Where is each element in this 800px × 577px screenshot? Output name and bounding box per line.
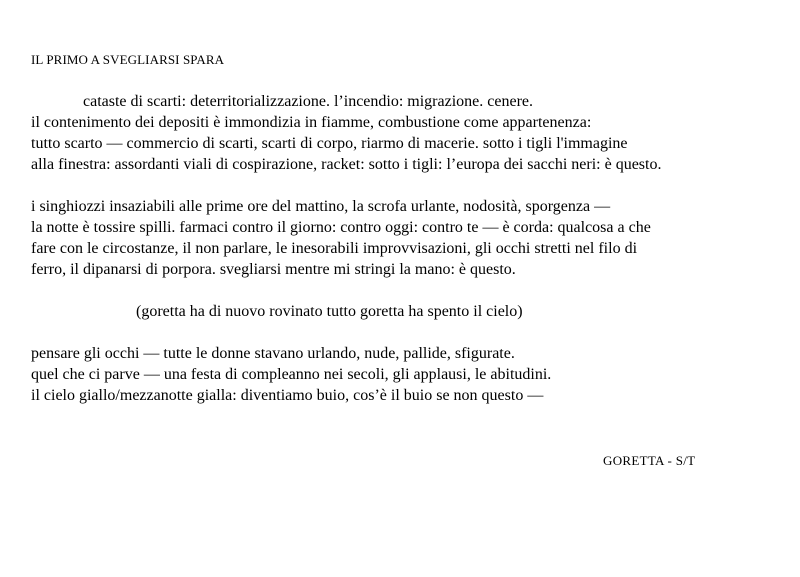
stanza-2 [31,196,651,280]
poem-line: tutto scarto — commercio di scarti, scarti di corpo, riarmo di macerie. sotto i tigli l'immagine [31,135,628,152]
stanza-4 [31,343,551,406]
poem-line: il contenimento dei depositi è immondizia in fiamme, combustione come appartenenza: [31,114,592,131]
poem-line: fare con le circostanze, il non parlare, le inesorabili improvvisazioni, gli occhi stretti nel filo di [31,240,638,257]
poem-line: il cielo giallo/mezzanotte gialla: diventiamo buio, cos’è il buio se non questo — [31,387,544,404]
stanza-1 [31,91,661,175]
poem-line: pensare gli occhi — tutte le donne stavano urlando, nude, pallide, sfigurate. [31,345,515,362]
poem-line: alla finestra: assordanti viali di cospirazione, racket: sotto i tigli: l’europa dei sacchi neri: è questo. [31,156,662,173]
poem-line: quel che ci parve — una festa di compleanno nei secoli, gli applausi, le abitudini. [31,366,552,383]
poem-line: i singhiozzi insaziabili alle prime ore del mattino, la scrofa urlante, nodosità, sporgenza — [31,198,611,215]
poem-line: cataste di scarti: deterritorializzazione. l’incendio: migrazione. cenere. [83,93,533,110]
stanza-3-parenthetical [136,301,523,322]
author-signature: GORETTA - S/T [603,453,696,468]
poem-line: la notte è tossire spilli. farmaci contro il giorno: contro oggi: contro te — è corda: qualcosa a che [31,219,651,236]
poem-line: ferro, il dipanarsi di porpora. svegliarsi mentre mi stringi la mano: è questo. [31,261,516,278]
poem-title: IL PRIMO A SVEGLIARSI SPARA [31,52,225,67]
poem-line: (goretta ha di nuovo rovinato tutto goretta ha spento il cielo) [136,303,523,320]
